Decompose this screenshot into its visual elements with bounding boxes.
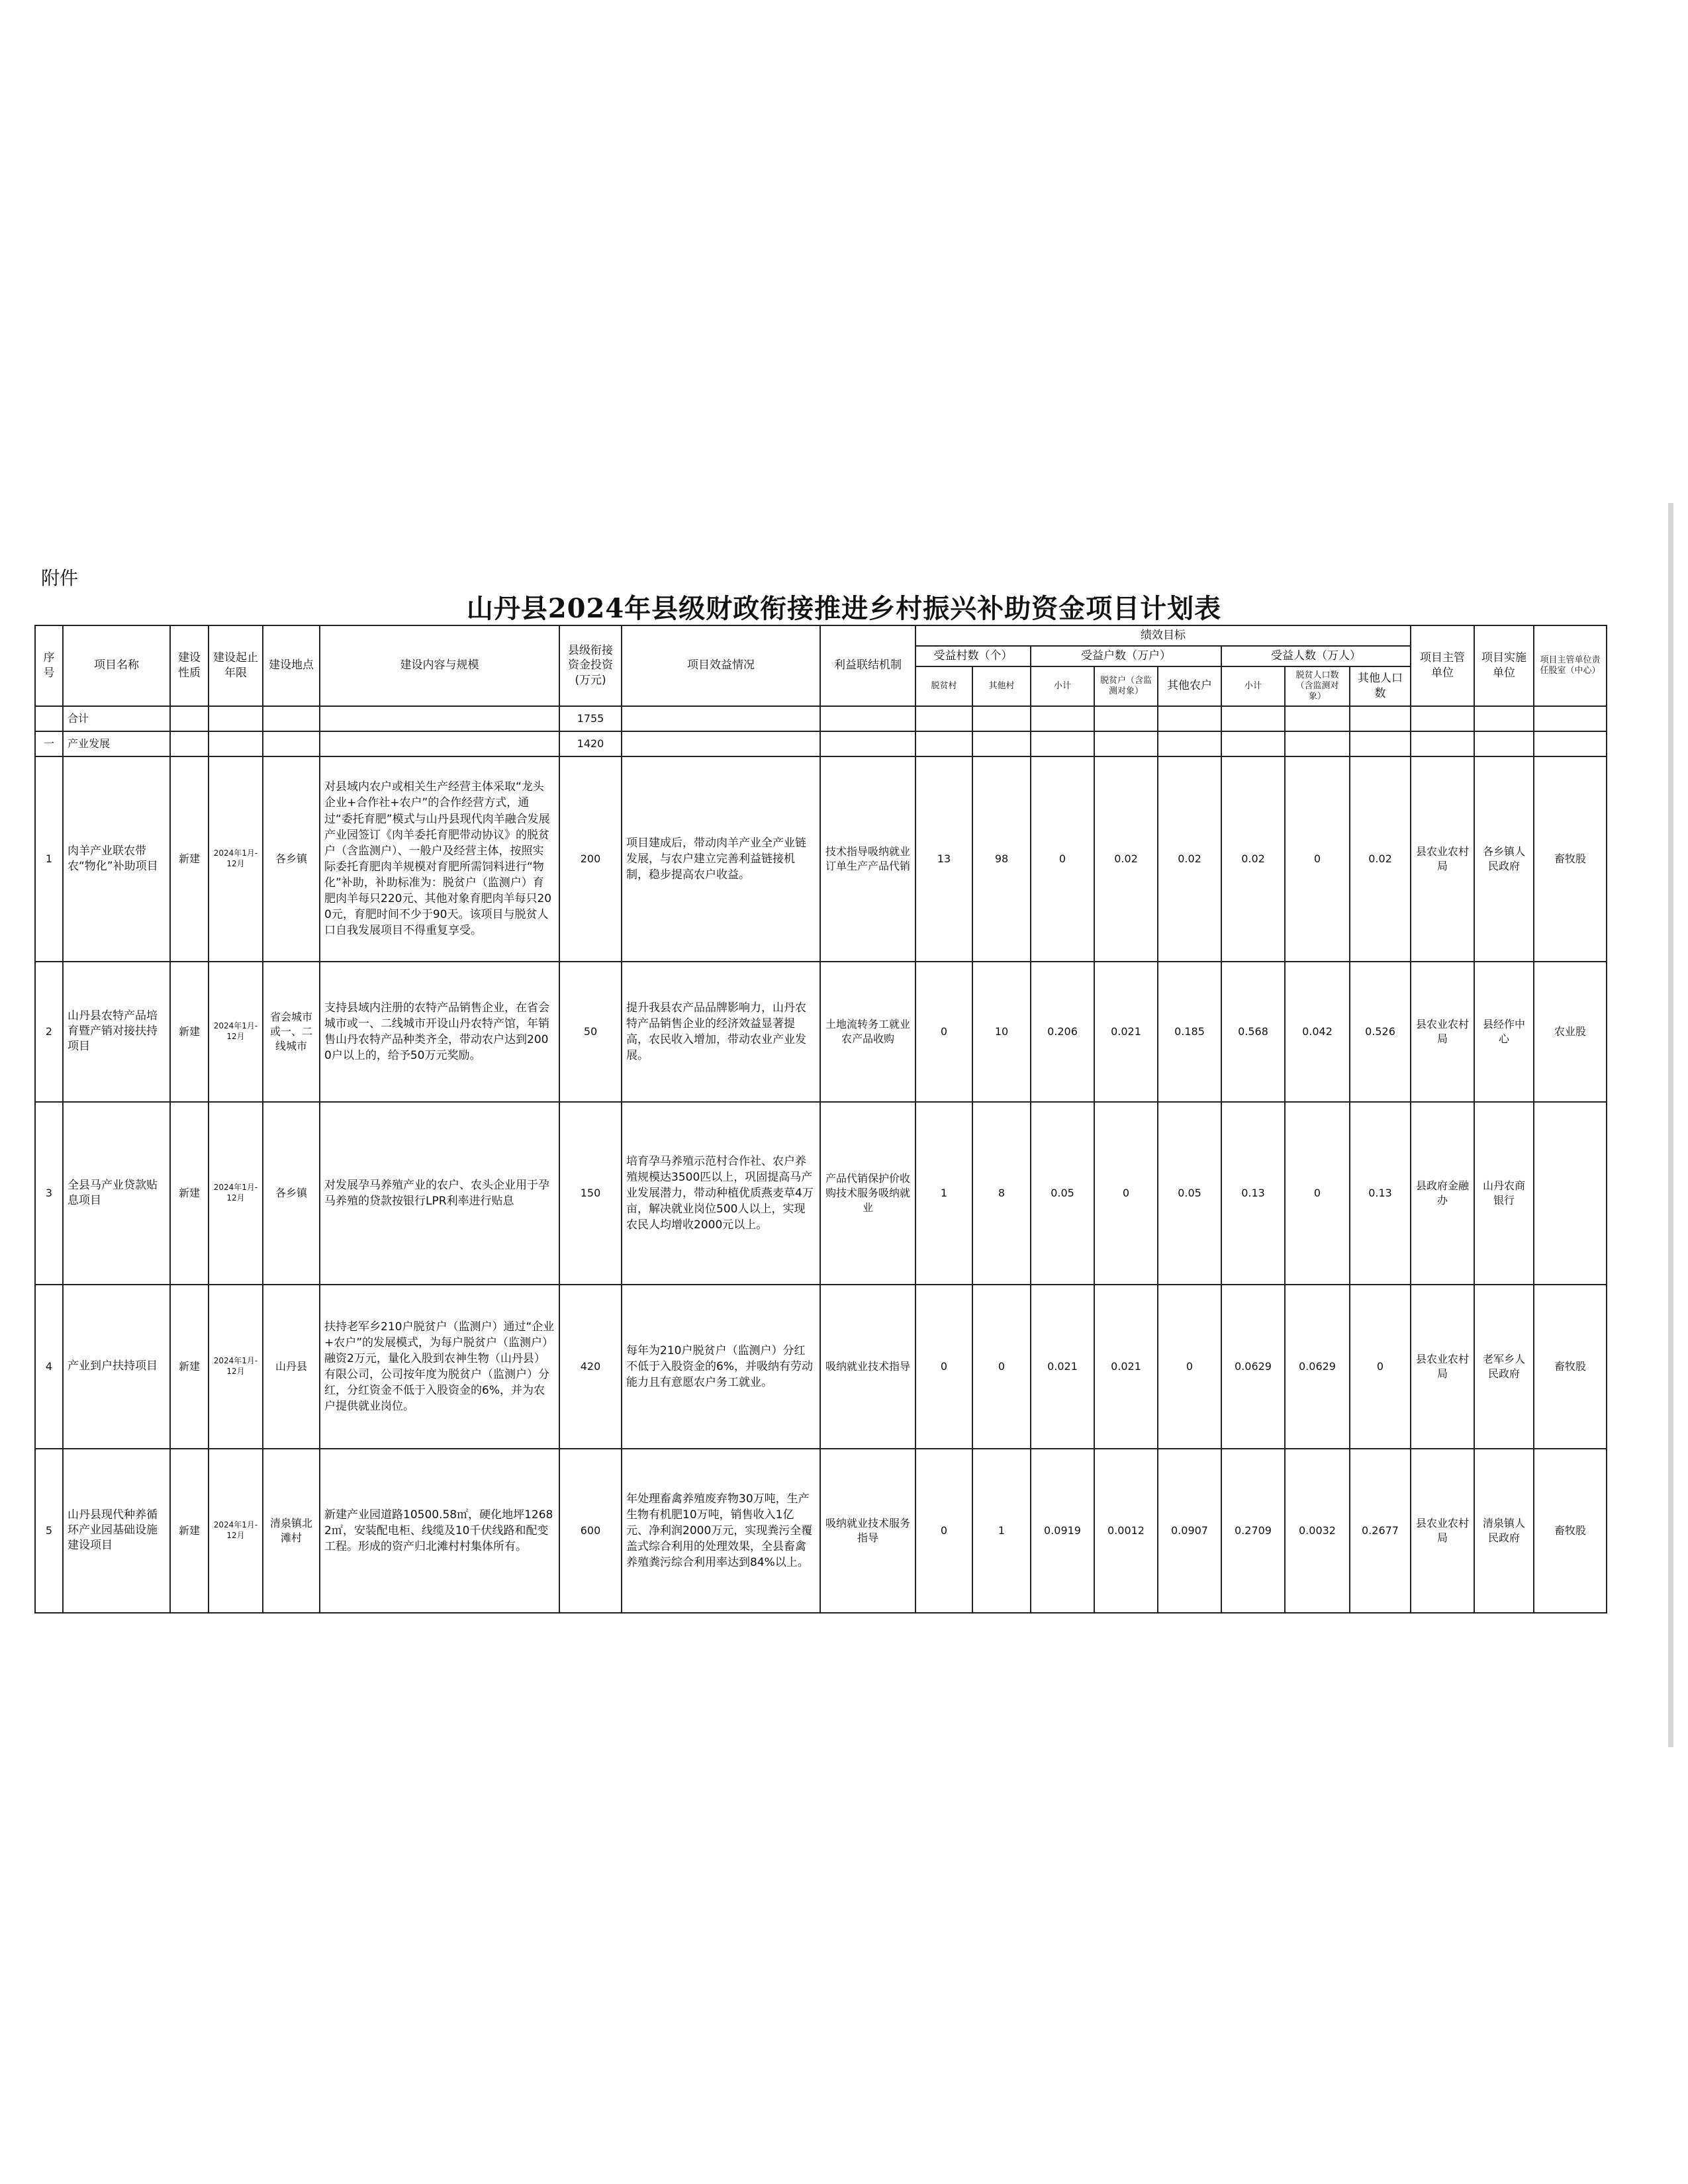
people-poor: 0.042 — [1285, 962, 1350, 1102]
implementing-unit: 清泉镇人民政府 — [1474, 1449, 1534, 1613]
project-name: 全县马产业贷款贴息项目 — [63, 1102, 170, 1285]
villages-other: 98 — [972, 756, 1031, 962]
project-investment: 150 — [559, 1102, 622, 1285]
table-row — [35, 1285, 1607, 1449]
project-mechanism: 技术指导吸纳就业订单生产产品代销 — [820, 756, 915, 962]
project-investment: 600 — [559, 1449, 622, 1613]
project-period: 2024年1月-12月 — [209, 756, 263, 962]
project-investment: 50 — [559, 962, 622, 1102]
header-competent: 项目主管单位 — [1411, 625, 1474, 706]
people-poor: 0.0629 — [1285, 1285, 1350, 1449]
total-row — [35, 706, 1607, 731]
project-content: 扶持老军乡210户脱贫户（监测户）通过“企业+农户”的发展模式，为每户脱贫户（监测户）融资2万元，量化入股到农神生物（山丹县）有限公司，公司按年度为脱贫户（监测户）分红，分红资金不低于入股资金的6%，并为农户提供就业岗位。 — [320, 1285, 559, 1449]
project-investment: 420 — [559, 1285, 622, 1449]
implementing-unit: 老军乡人民政府 — [1474, 1285, 1534, 1449]
households-subtotal: 0.05 — [1031, 1102, 1094, 1285]
header-pp-other: 其他人口数 — [1350, 666, 1411, 706]
project-nature: 新建 — [170, 1285, 209, 1449]
header-location: 建设地点 — [263, 625, 320, 706]
people-poor: 0 — [1285, 1102, 1350, 1285]
project-benefit: 培育孕马养殖示范村合作社、农户养殖规模达3500匹以上，巩固提高马产业发展潜力，带动种植优质燕麦草4万亩，解决就业岗位500人以上，实现农民人均增收2000元以上。 — [622, 1102, 820, 1285]
project-nature: 新建 — [170, 756, 209, 962]
people-subtotal: 0.02 — [1221, 756, 1285, 962]
project-mechanism: 吸纳就业技术服务指导 — [820, 1449, 915, 1613]
project-seq: 4 — [35, 1285, 63, 1449]
households-poor: 0.0012 — [1094, 1449, 1158, 1613]
group-investment: 1420 — [559, 731, 622, 756]
header-villages: 受益村数（个） — [915, 646, 1031, 666]
responsible-office: 畜牧股 — [1534, 1285, 1607, 1449]
project-nature: 新建 — [170, 962, 209, 1102]
header-mechanism: 利益联结机制 — [820, 625, 915, 706]
competent-unit: 县农业农村局 — [1411, 962, 1474, 1102]
responsible-office: 农业股 — [1534, 962, 1607, 1102]
project-seq: 3 — [35, 1102, 63, 1285]
header-performance: 绩效目标 — [915, 625, 1411, 646]
header-benefit: 项目效益情况 — [622, 625, 820, 706]
project-plan-table — [34, 625, 1607, 1614]
project-period: 2024年1月-12月 — [209, 962, 263, 1102]
households-subtotal: 0.206 — [1031, 962, 1094, 1102]
people-other: 0.526 — [1350, 962, 1411, 1102]
villages-other: 10 — [972, 962, 1031, 1102]
project-nature: 新建 — [170, 1102, 209, 1285]
project-seq: 2 — [35, 962, 63, 1102]
attachment-label: 附件 — [41, 567, 79, 589]
project-name: 山丹县现代种养循环产业园基础设施建设项目 — [63, 1449, 170, 1613]
project-name: 产业到户扶持项目 — [63, 1285, 170, 1449]
table-row — [35, 1449, 1607, 1613]
people-subtotal: 0.13 — [1221, 1102, 1285, 1285]
group-label: 产业发展 — [63, 731, 170, 756]
header-seq: 序号 — [35, 625, 63, 706]
people-other: 0.13 — [1350, 1102, 1411, 1285]
people-other: 0.2677 — [1350, 1449, 1411, 1613]
project-seq: 5 — [35, 1449, 63, 1613]
households-other: 0.185 — [1158, 962, 1221, 1102]
households-poor: 0 — [1094, 1102, 1158, 1285]
responsible-office: 畜牧股 — [1534, 1449, 1607, 1613]
project-content: 支持县域内注册的农特产品销售企业，在省会城市或一、二线城市开设山丹农特产馆，年销售山丹农特产品种类齐全，带动农户达到2000户以上的，给予50万元奖励。 — [320, 962, 559, 1102]
households-subtotal: 0.0919 — [1031, 1449, 1094, 1613]
project-content: 对县域内农户或相关生产经营主体采取“龙头企业+合作社+农户”的合作经营方式，通过“委托育肥”模式与山丹县现代肉羊融合发展产业园签订《肉羊委托育肥带动协议》的脱贫户（含监测户）、一般户及经营主体，按照实际委托育肥肉羊规模对育肥所需饲料进行“物化”补助，补助标准为：脱贫户（监测户）育肥肉羊每只220元、其他对象育肥肉羊每只200元，育肥时间不少于90天。该项目与脱贫人口自我发展项目不得重复享受。 — [320, 756, 559, 962]
people-poor: 0 — [1285, 756, 1350, 962]
project-period: 2024年1月-12月 — [209, 1285, 263, 1449]
header-households: 受益户数（万户） — [1031, 646, 1221, 666]
project-period: 2024年1月-12月 — [209, 1449, 263, 1613]
villages-other: 0 — [972, 1285, 1031, 1449]
project-period: 2024年1月-12月 — [209, 1102, 263, 1285]
header-hh-other: 其他农户 — [1158, 666, 1221, 706]
people-subtotal: 0.568 — [1221, 962, 1285, 1102]
project-nature: 新建 — [170, 1449, 209, 1613]
people-other: 0 — [1350, 1285, 1411, 1449]
group-seq: 一 — [35, 731, 63, 756]
header-villages-other: 其他村 — [972, 666, 1031, 706]
project-benefit: 项目建成后，带动肉羊产业全产业链发展，与农户建立完善利益链接机制，稳步提高农户收益。 — [622, 756, 820, 962]
project-benefit: 每年为210户脱贫户（监测户）分红不低于入股资金的6%，并吸纳有劳动能力且有意愿农户务工就业。 — [622, 1285, 820, 1449]
header-row-1 — [35, 625, 1607, 646]
households-other: 0.05 — [1158, 1102, 1221, 1285]
villages-poor: 0 — [915, 1449, 972, 1613]
header-investment: 县级衔接资金投资(万元) — [559, 625, 622, 706]
header-period: 建设起止年限 — [209, 625, 263, 706]
villages-poor: 13 — [915, 756, 972, 962]
project-mechanism: 产品代销保护价收购技术服务吸纳就业 — [820, 1102, 915, 1285]
project-location: 各乡镇 — [263, 1102, 320, 1285]
villages-other: 1 — [972, 1449, 1031, 1613]
competent-unit: 县农业农村局 — [1411, 756, 1474, 962]
competent-unit: 县农业农村局 — [1411, 1449, 1474, 1613]
header-villages-poor: 脱贫村 — [915, 666, 972, 706]
project-benefit: 年处理畜禽养殖废弃物30万吨，生产生物有机肥10万吨，销售收入1亿元、净利润2000万元，实现粪污全覆盖式综合利用的处理效果，全县畜禽养殖粪污综合利用率达到84%以上。 — [622, 1449, 820, 1613]
header-pp-poor: 脱贫人口数（含监测对象） — [1285, 666, 1350, 706]
header-people: 受益人数（万人） — [1221, 646, 1411, 666]
table-row — [35, 962, 1607, 1102]
households-subtotal: 0 — [1031, 756, 1094, 962]
villages-poor: 0 — [915, 1285, 972, 1449]
households-other: 0.0907 — [1158, 1449, 1221, 1613]
table-row — [35, 756, 1607, 962]
total-label: 合计 — [63, 706, 170, 731]
header-hh-subtotal: 小计 — [1031, 666, 1094, 706]
project-name: 肉羊产业联农带农“物化”补助项目 — [63, 756, 170, 962]
project-location: 山丹县 — [263, 1285, 320, 1449]
responsible-office: 畜牧股 — [1534, 756, 1607, 962]
project-name: 山丹县农特产品培育暨产销对接扶持项目 — [63, 962, 170, 1102]
header-content: 建设内容与规模 — [320, 625, 559, 706]
people-other: 0.02 — [1350, 756, 1411, 962]
households-subtotal: 0.021 — [1031, 1285, 1094, 1449]
table-row — [35, 1102, 1607, 1285]
project-seq: 1 — [35, 756, 63, 962]
households-poor: 0.021 — [1094, 962, 1158, 1102]
header-pp-subtotal: 小计 — [1221, 666, 1285, 706]
scan-edge-shadow — [1668, 503, 1673, 1747]
project-benefit: 提升我县农产品品牌影响力，山丹农特产品销售企业的经济效益显著提高，农民收入增加，带动农业产业发展。 — [622, 962, 820, 1102]
project-content: 新建产业园道路10500.58㎡，硬化地坪12682㎡，安装配电柜、线缆及10千伏线路和配变工程。形成的资产归北滩村村集体所有。 — [320, 1449, 559, 1613]
project-location: 各乡镇 — [263, 756, 320, 962]
implementing-unit: 县经作中心 — [1474, 962, 1534, 1102]
villages-other: 8 — [972, 1102, 1031, 1285]
project-location: 清泉镇北滩村 — [263, 1449, 320, 1613]
header-name: 项目名称 — [63, 625, 170, 706]
households-other: 0 — [1158, 1285, 1221, 1449]
implementing-unit: 山丹农商银行 — [1474, 1102, 1534, 1285]
people-poor: 0.0032 — [1285, 1449, 1350, 1613]
project-mechanism: 吸纳就业技术指导 — [820, 1285, 915, 1449]
group-row — [35, 731, 1607, 756]
project-location: 省会城市或一、二线城市 — [263, 962, 320, 1102]
competent-unit: 县农业农村局 — [1411, 1285, 1474, 1449]
households-poor: 0.021 — [1094, 1285, 1158, 1449]
header-office: 项目主管单位责任股室（中心） — [1534, 625, 1607, 706]
project-investment: 200 — [559, 756, 622, 962]
header-nature: 建设性质 — [170, 625, 209, 706]
header-implementer: 项目实施单位 — [1474, 625, 1534, 706]
people-subtotal: 0.0629 — [1221, 1285, 1285, 1449]
people-subtotal: 0.2709 — [1221, 1449, 1285, 1613]
households-other: 0.02 — [1158, 756, 1221, 962]
implementing-unit: 各乡镇人民政府 — [1474, 756, 1534, 962]
header-hh-poor: 脱贫户（含监测对象） — [1094, 666, 1158, 706]
project-content: 对发展孕马养殖产业的农户、农头企业用于孕马养殖的贷款按银行LPR利率进行贴息 — [320, 1102, 559, 1285]
competent-unit: 县政府金融办 — [1411, 1102, 1474, 1285]
document-title: 山丹县2024年县级财政衔接推进乡村振兴补助资金项目计划表 — [466, 593, 1222, 624]
responsible-office — [1534, 1102, 1607, 1285]
villages-poor: 1 — [915, 1102, 972, 1285]
project-mechanism: 土地流转务工就业农产品收购 — [820, 962, 915, 1102]
total-investment: 1755 — [559, 706, 622, 731]
villages-poor: 0 — [915, 962, 972, 1102]
households-poor: 0.02 — [1094, 756, 1158, 962]
